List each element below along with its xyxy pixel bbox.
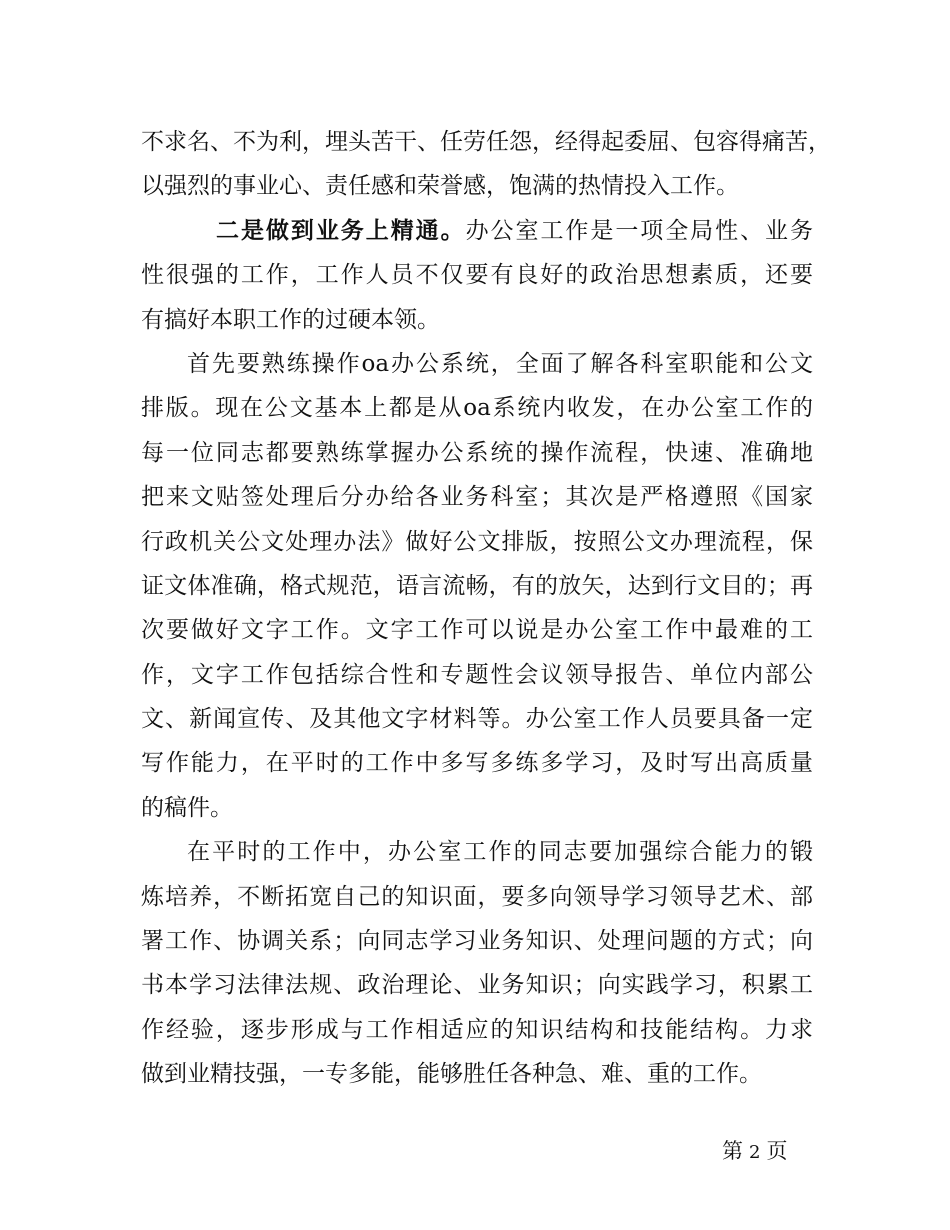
page-number: 2	[749, 1142, 761, 1163]
section-heading: 二是做到业务上精通。	[216, 216, 466, 244]
text-line: 排版。现在公文基本上都是从oa系统内收发，在办公室工作的	[141, 395, 813, 422]
text-line: 做到业精技强，一专多能，能够胜任各种急、难、重的工作。	[141, 1061, 762, 1088]
text-line: 书本学习法律法规、政治理论、业务知识；向实践学习，积累工	[141, 972, 813, 999]
text-line: 次要做好文字工作。文字工作可以说是办公室工作中最难的工	[141, 617, 813, 644]
text-line: 不求名、不为利，埋头苦干、任劳任怨，经得起委屈、包容得痛苦，	[141, 129, 831, 155]
text-line: 以强烈的事业心、责任感和荣誉感，饱满的热情投入工作。	[141, 173, 739, 200]
text-span: 办公室工作是一项全局性、业务	[465, 217, 814, 244]
text-line: 署工作、协调关系；向同志学习业务知识、处理问题的方式；向	[141, 928, 813, 955]
text-line: 的稿件。	[141, 794, 233, 821]
text-line: 炼培养，不断拓宽自己的知识面，要多向领导学习领导艺术、部	[141, 883, 813, 910]
text-line: 首先要熟练操作oa办公系统，全面了解各科室职能和公文	[187, 350, 813, 377]
document-body	[141, 120, 831, 1097]
text-line: 每一位同志都要熟练掌握办公系统的操作流程，快速、准确地	[141, 439, 813, 466]
page-label-suffix: 页	[766, 1139, 788, 1163]
text-line: 把来文贴签处理后分办给各业务科室；其次是严格遵照《国家	[141, 484, 813, 511]
text-line: 文、新闻宣传、及其他文字材料等。办公室工作人员要具备一定	[141, 706, 813, 733]
text-line: 行政机关公文处理办法》做好公文排版，按照公文办理流程，保	[141, 528, 813, 555]
text-line: 在平时的工作中，办公室工作的同志要加强综合能力的锻	[187, 839, 813, 866]
text-line: 性很强的工作，工作人员不仅要有良好的政治思想素质，还要	[141, 262, 813, 289]
text-line	[141, 209, 813, 253]
text-line: 有搞好本职工作的过硬本领。	[141, 306, 440, 333]
page-footer	[722, 1136, 787, 1168]
text-line: 作，文字工作包括综合性和专题性会议领导报告、单位内部公	[141, 661, 813, 688]
text-line: 作经验，逐步形成与工作相适应的知识结构和技能结构。力求	[141, 1016, 813, 1043]
page-label-prefix: 第	[722, 1139, 743, 1163]
text-line: 证文体准确，格式规范，语言流畅，有的放矢，达到行文目的；再	[141, 572, 813, 599]
text-line: 写作能力，在平时的工作中多写多练多学习，及时写出高质量	[141, 750, 813, 777]
